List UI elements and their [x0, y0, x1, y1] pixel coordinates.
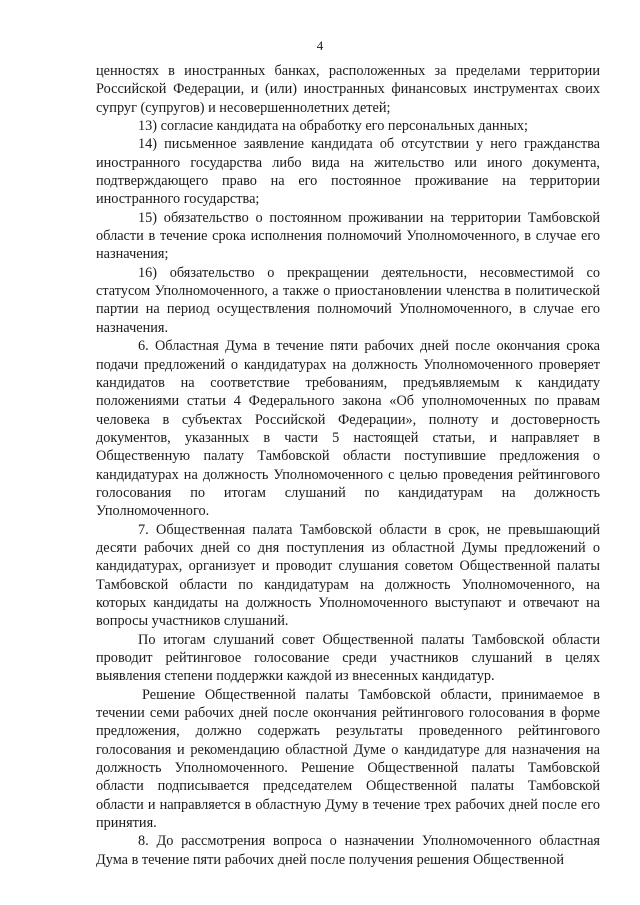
section-8-paragraph: 8. До рассмотрения вопроса о назначении Уполномоченного областная Дума в течение пяти рабочих дней после получения решения Общественной — [96, 833, 600, 868]
document-body — [96, 62, 600, 869]
paragraph-continuation: ценностях в иностранных банках, расположенных за пределами территории Российской Федерации, и (или) иностранных финансовых инструментах своих супруг (супругов) и несовершеннолетних детей; — [96, 63, 600, 116]
list-item-14: 14) письменное заявление кандидата об отсутствии у него гражданства иностранного государства либо вида на жительство или иного документа, подтверждающего право на его постоянное проживание на территории иностранного государства; — [96, 136, 600, 208]
decision-paragraph: Решение Общественной палаты Тамбовской области, принимаемое в течении семи рабочих дней после окончания рейтингового голосования в форме предложения, должно содержать результаты проведенного рейтингового голосования и рекомендацию областной Думе о кандидатуре для назначения на должность Уполномоченного. Решение Общественной палаты Тамбовской области подписывается председателем Общественной палаты Тамбовской области и направляется в областную Думу в течение трех рабочих дней после его принятия. — [96, 686, 600, 832]
page-number: 4 — [316, 38, 324, 53]
list-item-13: 13) согласие кандидата на обработку его персональных данных; — [138, 118, 528, 135]
section-6-paragraph: 6. Областная Дума в течение пяти рабочих дней после окончания срока подачи предложений о кандидатурах на должность Уполномоченного проверяет кандидатов на соответствие требованиям, предъявляемым к кандидату положениями статьи 4 Федерального закона «Об уполномоченных по правам человека в субъектах Российской Федерации», полноту и достоверность документов, указанных в части 5 настоящей статьи, и направляет в Общественную палату Тамбовской области поступившие предложения о кандидатурах на должность Уполномоченного с целью проведения рейтингового голосования по итогам слушаний по кандидатурам на должность Уполномоченного. — [96, 338, 600, 520]
list-item-16: 16) обязательство о прекращении деятельности, несовместимой со статусом Уполномоченного, а также о приостановлении членства в политической партии на период осуществления полномочий Уполномоченного, в случае его назначения. — [96, 264, 600, 336]
section-7-paragraph: 7. Общественная палата Тамбовской области в срок, не превышающий десяти рабочих дней со дня поступления из областной Думы предложений о кандидатурах, организует и проводит слушания советом Общественной палаты Тамбовской области по кандидатурам на должность Уполномоченного, на которых кандидаты на должность Уполномоченного выступают и отвечают на вопросы участников слушаний. — [96, 521, 600, 630]
list-item-15: 15) обязательство о постоянном проживании на территории Тамбовской области в течение срока исполнения полномочий Уполномоченного, в случае его назначения; — [96, 209, 600, 263]
hearing-results-paragraph: По итогам слушаний совет Общественной палаты Тамбовской области проводит рейтинговое голосование среди участников слушаний в целях выявления степени поддержки каждой из внесенных кандидатур. — [96, 631, 600, 685]
